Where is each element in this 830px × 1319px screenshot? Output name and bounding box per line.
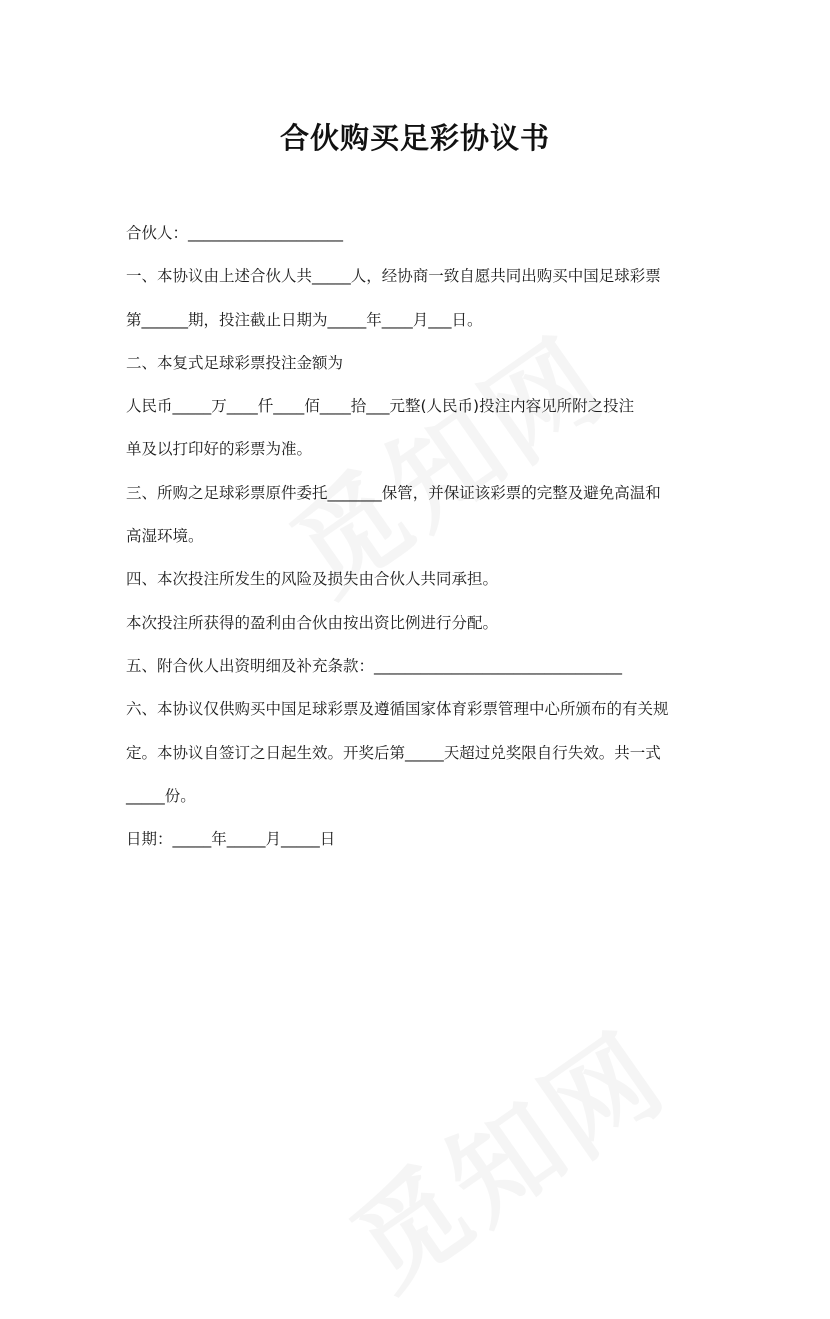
clause-6-line-1: 六、本协议仅供购买中国足球彩票及遵循国家体育彩票管理中心所颁布的有关规 <box>126 700 669 718</box>
clause-2-line-3: 单及以打印好的彩票为准。 <box>126 440 313 458</box>
watermark <box>316 989 692 1318</box>
partners-line: 合伙人：____________________ <box>126 224 344 242</box>
clause-1-line-2: 第______期，投注截止日期为_____年____月___日。 <box>126 311 483 329</box>
document-title: 合伙购买足彩协议书 <box>279 121 550 155</box>
clause-2-line-1: 二、本复式足球彩票投注金额为 <box>126 354 344 372</box>
date-line: 日期：_____年_____月_____日 <box>126 830 336 848</box>
clause-1-line-1: 一、本协议由上述合伙人共_____人，经协商一致自愿共同出购买中国足球彩票 <box>126 267 661 285</box>
clause-6-line-3: _____份。 <box>126 787 196 805</box>
clause-3-line-2: 高湿环境。 <box>126 527 204 545</box>
clause-5-line: 五、附合伙人出资明细及补充条款：________________________________ <box>126 657 623 675</box>
clause-2-line-2: 人民币_____万____仟____佰____拾___元整(人民币)投注内容见所附之投注 <box>126 397 635 415</box>
clause-4-line-1: 四、本次投注所发生的风险及损失由合伙人共同承担。 <box>126 570 499 588</box>
clause-3-line-1: 三、所购之足球彩票原件委托_______保管，并保证该彩票的完整及避免高温和 <box>126 484 661 502</box>
clause-4-line-2: 本次投注所获得的盈利由合伙由按出资比例进行分配。 <box>126 614 499 632</box>
clause-6-line-2: 定。本协议自签订之日起生效。开奖后第_____天超过兑奖限自行失效。共一式 <box>126 744 661 762</box>
